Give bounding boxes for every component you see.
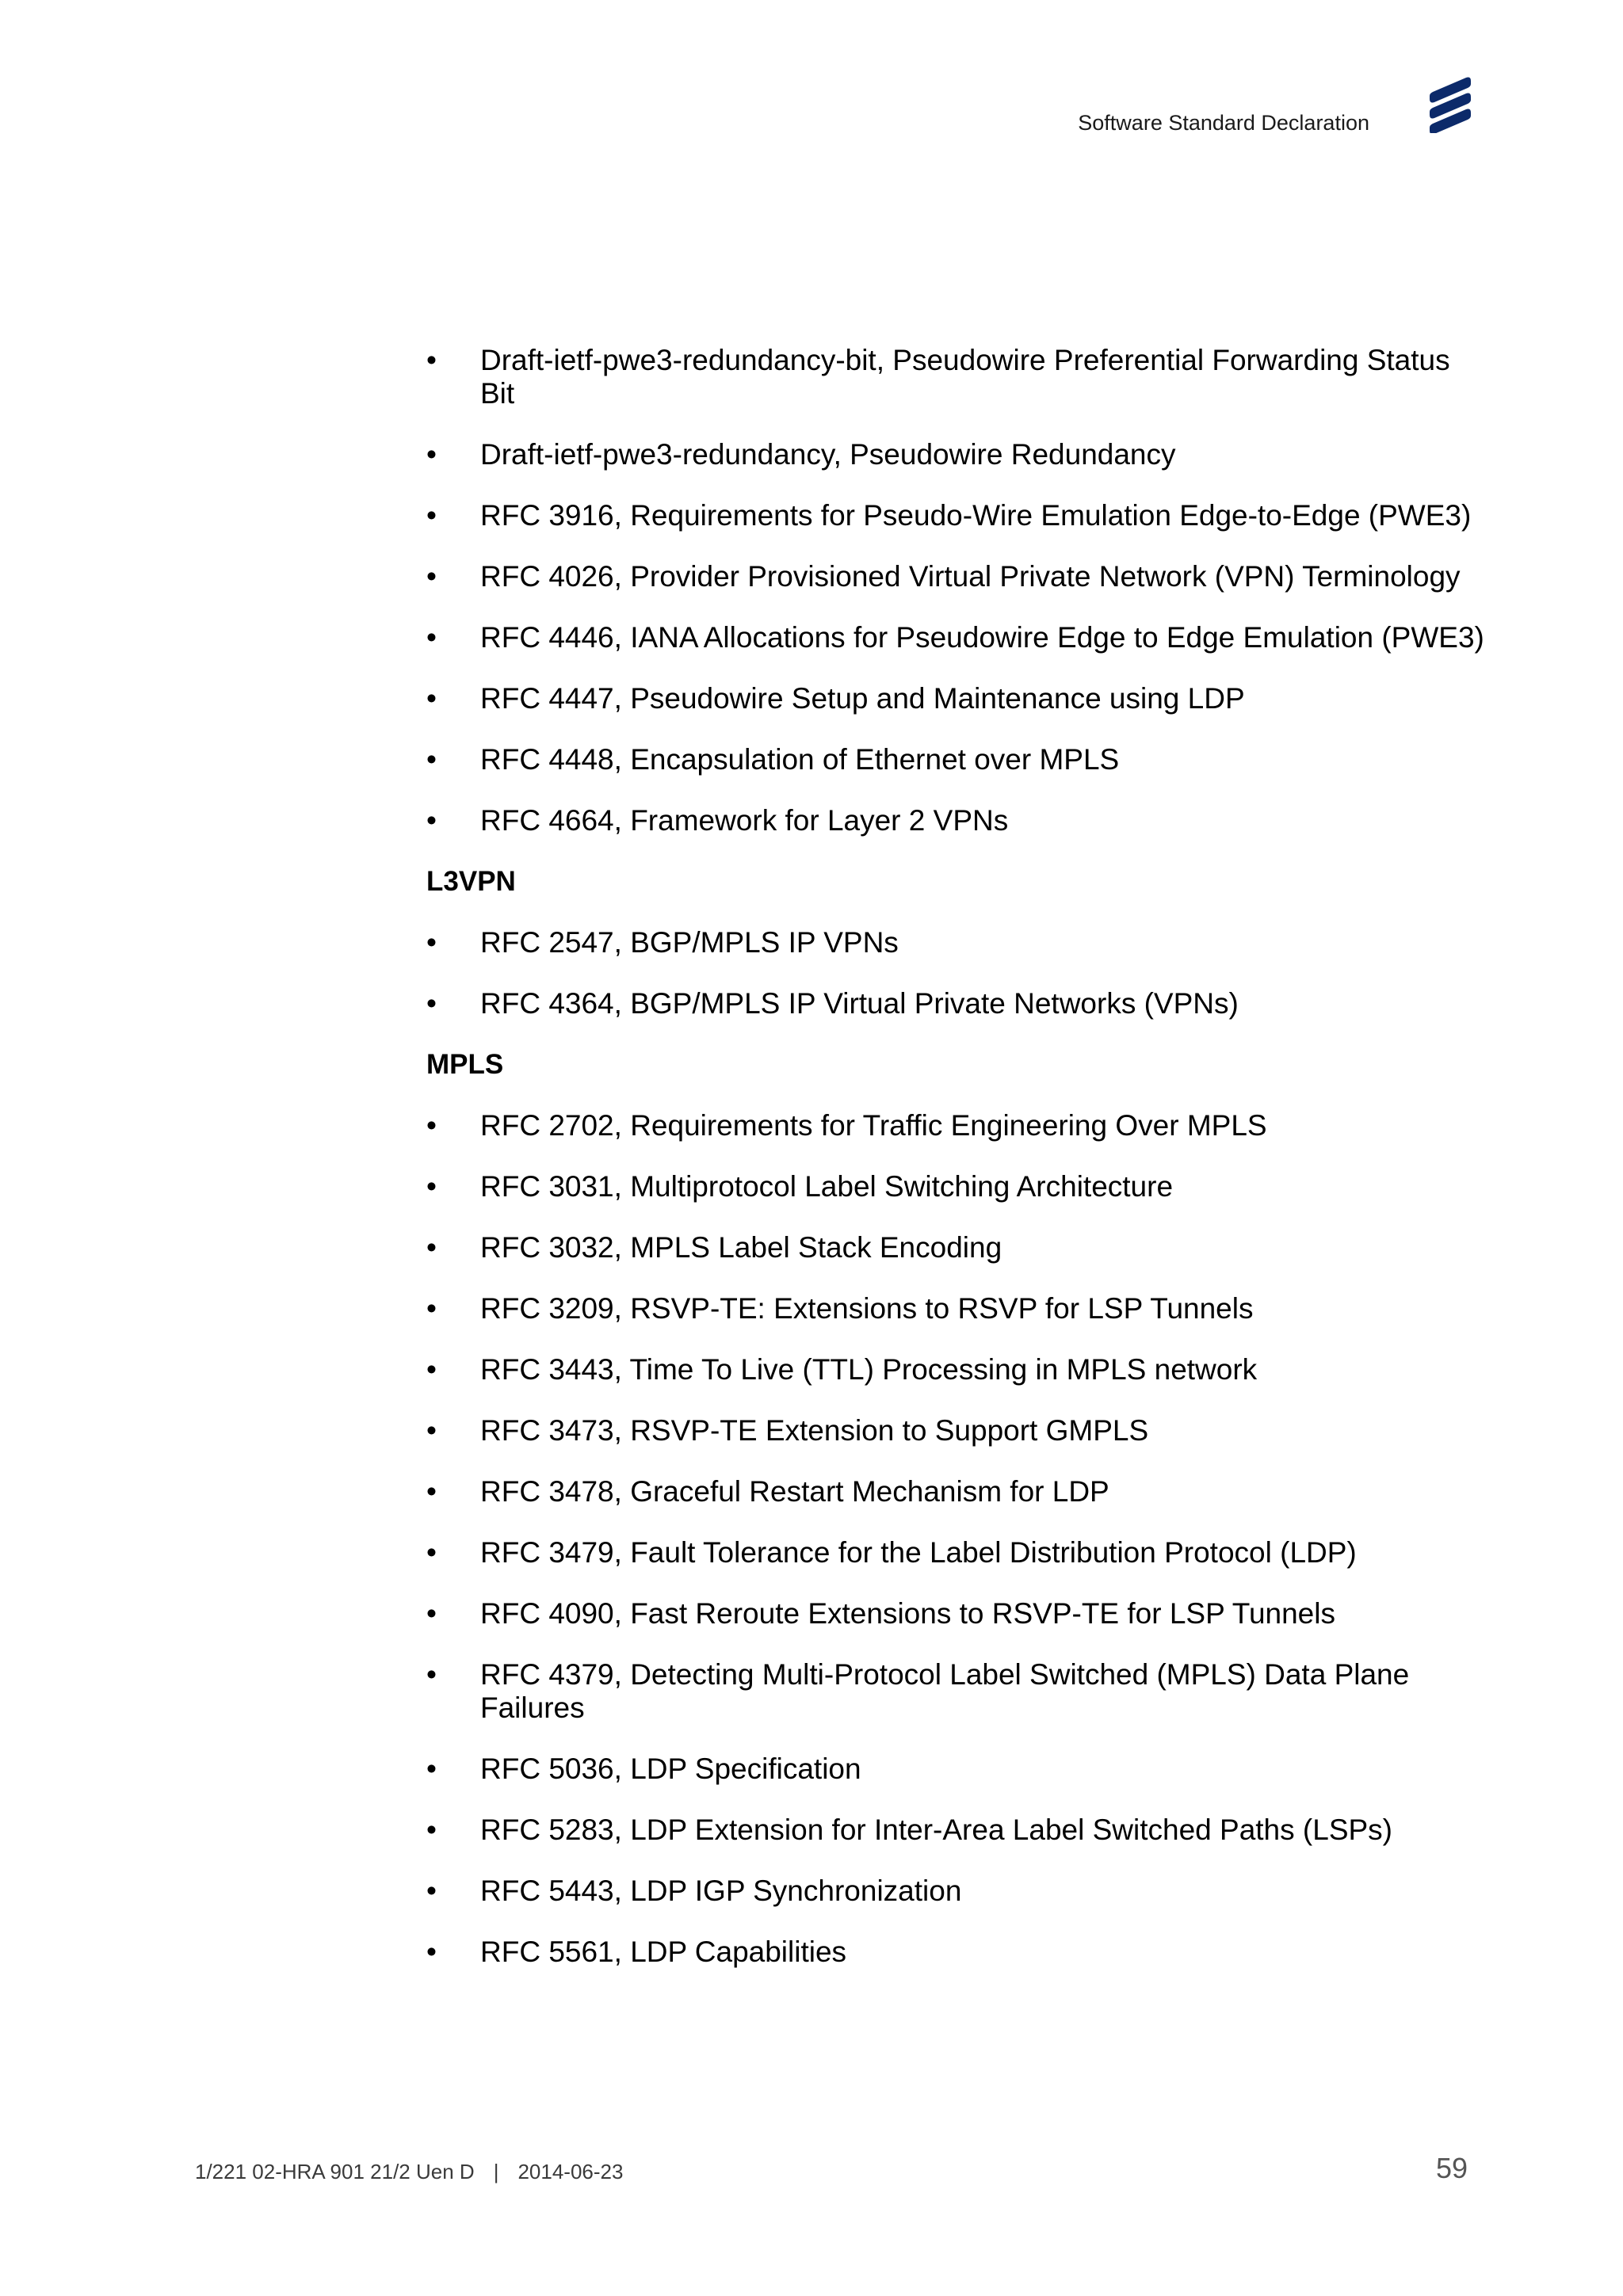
- bullet-icon: •: [426, 1475, 437, 1508]
- list-item: [426, 438, 1488, 471]
- list-item-text: RFC 4379, Detecting Multi-Protocol Label Switched (MPLS) Data Plane Failures: [480, 1658, 1410, 1724]
- list-item-text: RFC 4446, IANA Allocations for Pseudowire Edge to Edge Emulation (PWE3): [480, 621, 1484, 654]
- list-item: [426, 1536, 1488, 1569]
- standards-list: [426, 1109, 1488, 1969]
- list-item: [426, 1292, 1488, 1325]
- section-heading: L3VPN: [426, 866, 516, 897]
- footer-separator: |: [493, 2160, 499, 2183]
- bullet-icon: •: [426, 438, 437, 471]
- bullet-icon: •: [426, 987, 437, 1020]
- list-item-text: RFC 5036, LDP Specification: [480, 1753, 861, 1785]
- doc-number: 1/221 02-HRA 901 21/2 Uen D: [195, 2160, 475, 2183]
- list-item-text: RFC 3443, Time To Live (TTL) Processing in MPLS network: [480, 1353, 1258, 1386]
- bullet-icon: •: [426, 1231, 437, 1264]
- bullet-icon: •: [426, 621, 437, 654]
- list-item-text: RFC 5283, LDP Extension for Inter-Area Label Switched Paths (LSPs): [480, 1814, 1392, 1846]
- list-item-text: RFC 4364, BGP/MPLS IP Virtual Private Networks (VPNs): [480, 987, 1239, 1020]
- page-number: 59: [1435, 2152, 1468, 2184]
- standards-list: [426, 344, 1488, 837]
- list-item-text: RFC 2547, BGP/MPLS IP VPNs: [480, 926, 899, 959]
- list-item: [426, 1875, 1488, 1908]
- header-title: Software Standard Declaration: [1078, 111, 1369, 135]
- list-item-text: RFC 4090, Fast Reroute Extensions to RSVP-TE for LSP Tunnels: [480, 1597, 1335, 1630]
- bullet-icon: •: [426, 926, 437, 959]
- bullet-icon: •: [426, 1353, 437, 1386]
- bullet-icon: •: [426, 560, 437, 593]
- bullet-icon: •: [426, 1875, 437, 1907]
- list-item: [426, 1231, 1488, 1264]
- list-item: [426, 743, 1488, 776]
- main-content: [426, 344, 1488, 1997]
- list-item: [426, 1475, 1488, 1508]
- bullet-icon: •: [426, 1753, 437, 1785]
- bullet-icon: •: [426, 1292, 437, 1325]
- list-item-text: RFC 3209, RSVP-TE: Extensions to RSVP for LSP Tunnels: [480, 1292, 1254, 1325]
- list-item-text: RFC 4448, Encapsulation of Ethernet over MPLS: [480, 743, 1120, 776]
- list-item: [426, 344, 1488, 410]
- list-item: [426, 1597, 1488, 1630]
- list-item-text: Draft-ietf-pwe3-redundancy-bit, Pseudowire Preferential Forwarding Status Bit: [480, 344, 1450, 410]
- list-item: [426, 926, 1488, 959]
- list-item-text: RFC 4447, Pseudowire Setup and Maintenance using LDP: [480, 682, 1245, 715]
- list-item-text: RFC 3032, MPLS Label Stack Encoding: [480, 1231, 1002, 1264]
- list-item: [426, 1814, 1488, 1847]
- list-item-text: RFC 4664, Framework for Layer 2 VPNs: [480, 804, 1009, 837]
- bullet-icon: •: [426, 804, 437, 837]
- list-item: [426, 1753, 1488, 1786]
- list-item: [426, 499, 1488, 532]
- list-item: [426, 987, 1488, 1020]
- doc-date: 2014-06-23: [517, 2160, 624, 2183]
- list-item: [426, 1109, 1488, 1142]
- list-item-text: RFC 5561, LDP Capabilities: [480, 1936, 847, 1968]
- list-item-text: RFC 3916, Requirements for Pseudo-Wire Emulation Edge-to-Edge (PWE3): [480, 499, 1472, 532]
- list-item: [426, 1414, 1488, 1447]
- bullet-icon: •: [426, 743, 437, 776]
- list-item-text: RFC 3473, RSVP-TE Extension to Support GMPLS: [480, 1414, 1149, 1447]
- list-item: [426, 621, 1488, 654]
- section-heading: MPLS: [426, 1049, 504, 1080]
- list-item: [426, 804, 1488, 837]
- list-item-text: RFC 2702, Requirements for Traffic Engineering Over MPLS: [480, 1109, 1267, 1142]
- list-item-text: Draft-ietf-pwe3-redundancy, Pseudowire Redundancy: [480, 438, 1176, 471]
- list-item: [426, 1353, 1488, 1386]
- list-item-text: RFC 4026, Provider Provisioned Virtual Private Network (VPN) Terminology: [480, 560, 1461, 593]
- footer-doc-info: [195, 2160, 623, 2184]
- list-item: [426, 560, 1488, 593]
- list-item-text: RFC 3031, Multiprotocol Label Switching Architecture: [480, 1170, 1174, 1203]
- list-item-text: RFC 5443, LDP IGP Synchronization: [480, 1875, 962, 1907]
- list-item: [426, 1170, 1488, 1203]
- bullet-icon: •: [426, 682, 437, 715]
- bullet-icon: •: [426, 1170, 437, 1203]
- bullet-icon: •: [426, 1814, 437, 1846]
- bullet-icon: •: [426, 1658, 437, 1691]
- list-item: [426, 682, 1488, 715]
- bullet-icon: •: [426, 499, 437, 532]
- bullet-icon: •: [426, 1109, 437, 1142]
- bullet-icon: •: [426, 344, 437, 376]
- bullet-icon: •: [426, 1536, 437, 1569]
- bullet-icon: •: [426, 1597, 437, 1630]
- list-item: [426, 1658, 1488, 1725]
- ericsson-logo-icon: [1426, 76, 1471, 133]
- standards-list: [426, 926, 1488, 1020]
- list-item-text: RFC 3479, Fault Tolerance for the Label Distribution Protocol (LDP): [480, 1536, 1357, 1569]
- list-item-text: RFC 3478, Graceful Restart Mechanism for LDP: [480, 1475, 1109, 1508]
- list-item: [426, 1936, 1488, 1969]
- bullet-icon: •: [426, 1936, 437, 1968]
- bullet-icon: •: [426, 1414, 437, 1447]
